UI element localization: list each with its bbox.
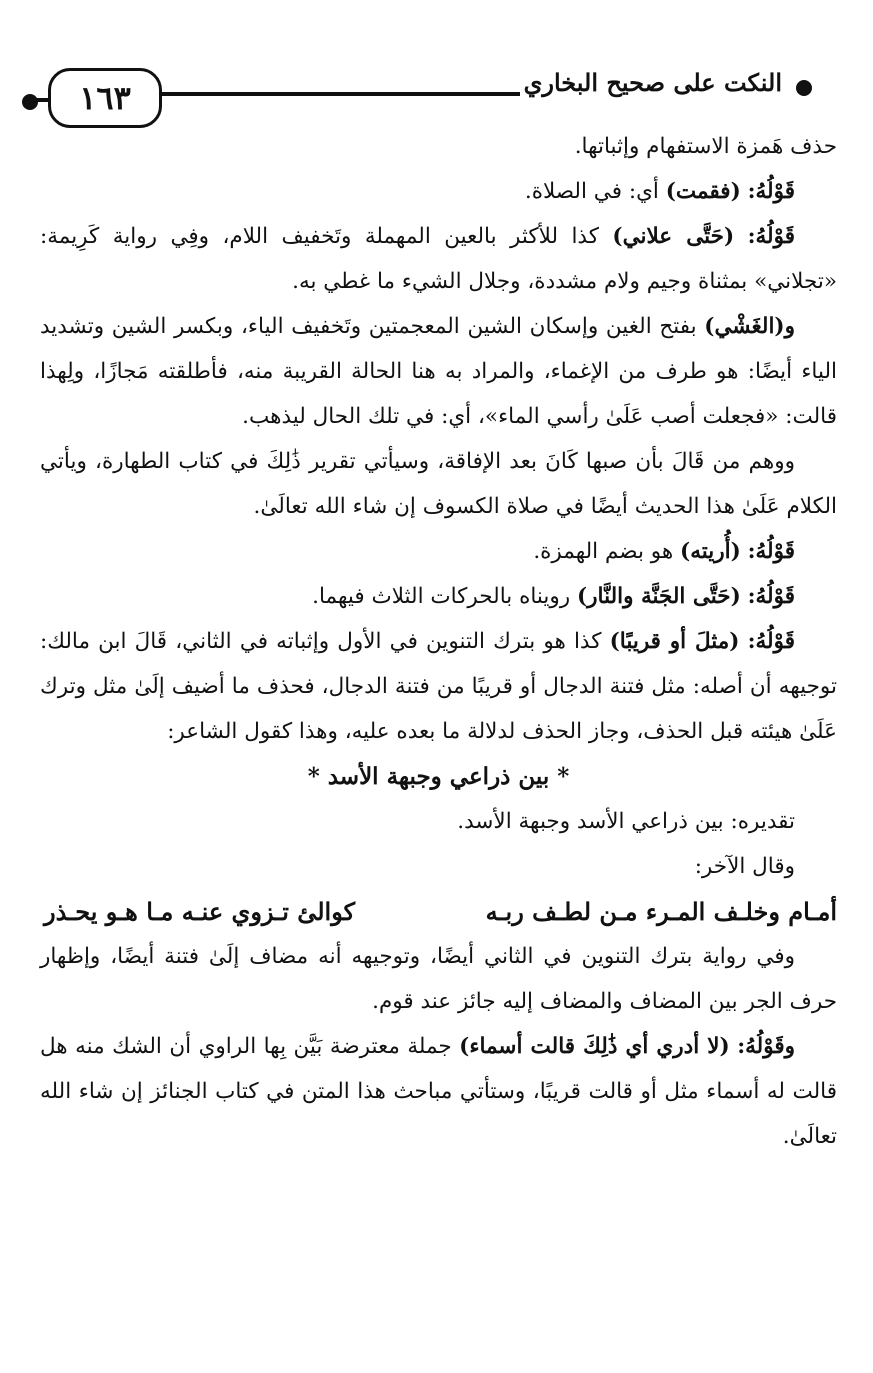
qawl-marker: قَوْلُهُ: — [747, 224, 795, 249]
lemma: (لا أدري أي ذَٰلِكَ قالت أسماء) — [459, 1034, 730, 1059]
verse-second-hemistich: كوالئ تـزوي عنـه مـا هـو يحـذر — [44, 897, 356, 926]
paragraph — [40, 619, 837, 754]
lemma: (فقمت) — [665, 179, 741, 204]
paragraph-text: جملة معترضة بَيَّن بِها الراوي أن الشك منه هل قالت له أسماء مثل أو قالت قريبًا، وستأتي مباحث هذا المتن في كتاب الجنائز إن شاء الله تعالَىٰ. — [40, 1034, 837, 1149]
paragraph — [40, 214, 837, 304]
paragraph — [40, 529, 837, 574]
running-title: النكت على صحيح البخاري — [523, 68, 782, 97]
paragraph: تقديره: بين ذراعي الأسد وجبهة الأسد. — [457, 809, 795, 834]
page-number: ١٦٣ — [48, 68, 162, 128]
paragraph — [40, 934, 837, 1024]
paragraph-text: ووهم من قَالَ بأن صبها كَانَ بعد الإفاقة، وسيأتي تقرير ذَٰلِكَ في كتاب الطهارة، ويأتي الكلام عَلَىٰ هذا الحديث أيضًا في صلاة الكسوف إن شاء الله تعالَىٰ. — [40, 449, 837, 519]
qawl-marker: قَوْلُهُ: — [747, 179, 795, 204]
lemma: (أُريته) — [680, 539, 741, 564]
lemma: (حَتَّى علاني) — [612, 224, 735, 249]
paragraph-text: كذا هو بترك التنوين في الأول وإثباته في الثاني، قَالَ ابن مالك: توجيهه أن أصله: مثل فتنة الدجال أو قريبًا من فتنة الدجال، فحذف ما أضيف إلَىٰ مثل وترك عَلَىٰ هيئته قبل الحذف، وجاز الحذف لدلالة ما بعده عليه، وهذا كقول الشاعر: — [40, 629, 837, 744]
paragraph — [40, 169, 837, 214]
lemma: و(الغَشْي) — [704, 314, 795, 339]
paragraph-text: حذف هَمزة الاستفهام وإثباتها. — [574, 134, 837, 159]
paragraph-text: كذا للأكثر بالعين المهملة وتَخفيف اللام، وفِي رواية كَرِيمة: «تجلاني» بمثناة وجيم ولام مشددة، وجلال الشيء ما غطي به. — [40, 224, 837, 294]
verse-couplet — [40, 889, 837, 934]
paragraph — [40, 124, 837, 169]
paragraph-text: رويناه بالحركات الثلاث فيهما. — [312, 584, 577, 609]
main-text — [40, 124, 837, 1159]
header-dot-ornament-left — [22, 94, 38, 110]
paragraph — [40, 439, 837, 529]
qawl-marker: قَوْلُهُ: — [747, 539, 795, 564]
paragraph-text: أي: في الصلاة. — [524, 179, 666, 204]
qawl-marker: قَوْلُهُ: — [747, 584, 795, 609]
paragraph-text: هو بضم الهمزة. — [533, 539, 681, 564]
qawl-marker: وقَوْلُهُ: — [737, 1034, 795, 1059]
verse-line: * بين ذراعي وجبهة الأسد * — [307, 763, 570, 790]
header-rule — [140, 92, 520, 96]
verse-first-hemistich: أمـام وخلـف المـرء مـن لطـف ربـه — [485, 897, 837, 926]
qawl-marker: قَوْلُهُ: — [747, 629, 795, 654]
paragraph-text: بفتح الغين وإسكان الشين المعجمتين وتَخفيف الياء، وبكسر الشين وتشديد الياء أيضًا: هو طرف من الإغماء، والمراد به هنا الحالة القريبة منه، فأطلقته مَجازًا، ولِهذا قالت: «فجعلت أصب عَلَىٰ رأسي الماء»، أي: في تلك الحال ليذهب. — [40, 314, 837, 429]
paragraph — [40, 574, 837, 619]
paragraph — [40, 1024, 837, 1159]
paragraph: وقال الآخر: — [694, 854, 795, 879]
paragraph — [40, 304, 837, 439]
header-dot-ornament — [796, 80, 812, 96]
paragraph-text: وفي رواية بترك التنوين في الثاني أيضًا، وتوجيهه أنه مضاف إلَىٰ فتنة أيضًا، وإظهار حرف الجر بين المضاف والمضاف إليه جائز عند قوم. — [40, 944, 837, 1014]
lemma: (مثلَ أو قريبًا) — [609, 629, 740, 654]
lemma: (حَتَّى الجَنَّة والنَّار) — [576, 584, 741, 609]
